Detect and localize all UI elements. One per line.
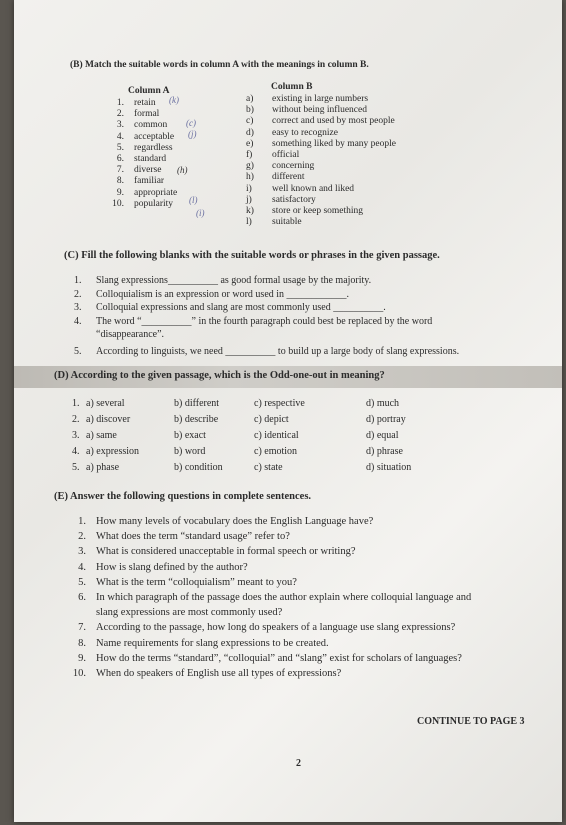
item-word: acceptable [134,131,175,142]
item-number: 2. [74,288,82,300]
item-text: How do the terms “standard”, “colloquial” and “slang” exist for scholars of languages? [96,652,462,664]
item-meaning: suitable [272,217,302,228]
column-b-item [246,184,396,195]
item-number: 8. [78,637,86,649]
item-number: 6. [116,154,124,165]
item-text: Colloquialism is an expression or word used in ____________. [96,288,350,300]
column-a-title: Column A [128,86,170,96]
question-item [68,560,471,575]
option-b: b) different [174,398,220,409]
item-meaning: concerning [272,161,315,172]
column-a-item [98,176,177,187]
item-number: 1. [78,516,86,527]
item-number: 4. [72,446,80,457]
column-b-item [246,128,396,139]
option-d: d) situation [366,462,412,473]
option-b: b) exact [174,430,206,441]
item-number: 6. [78,592,86,604]
item-meaning: correct and used by most people [272,116,395,127]
item-meaning: well known and liked [272,183,355,194]
section-e-list [68,514,471,681]
item-number: 5. [74,345,82,357]
option-a: a) expression [86,446,140,457]
item-word: formal [134,109,160,120]
item-letter: e) [246,138,254,149]
item-number: 3. [116,120,124,131]
column-b-item [246,172,396,183]
item-number: 2. [72,414,80,425]
item-word: familiar [134,176,165,187]
item-meaning: easy to recognize [272,127,338,138]
column-a-item [98,143,177,154]
item-text: According to linguists, we need __________ to build up a large body of slang expressions. [96,345,460,357]
section-c-list [74,274,459,358]
item-number: 4. [74,315,82,327]
column-b-item [246,206,396,217]
item-letter: j) [246,194,252,205]
item-letter: g) [246,161,254,172]
exam-page [14,0,562,822]
item-letter: h) [246,172,254,183]
item-meaning: without being influenced [272,105,367,116]
item-letter: c) [246,116,254,127]
odd-one-out-row [72,412,411,428]
column-b-item [246,195,396,206]
item-letter: a) [246,94,254,104]
section-b-heading: (B) Match the suitable words in column A with the meanings in column B. [70,60,369,70]
item-number: 10. [112,198,124,209]
question-item [68,666,471,681]
item-text: When do speakers of English use all types of expressions? [96,668,342,680]
column-b-item [246,217,396,228]
item-word: standard [134,154,167,165]
item-number: 1. [72,398,80,409]
item-number: 4. [116,131,124,142]
item-number: 1. [74,275,82,286]
odd-one-out-row [72,460,411,476]
column-a-item [98,132,177,143]
option-c: c) emotion [254,446,298,457]
item-number: 5. [72,462,80,473]
column-a-item [98,120,177,131]
item-number: 9. [78,652,86,664]
column-a-item [98,165,177,176]
item-text: What does the term “standard usage” refer to? [96,531,290,543]
item-meaning: existing in large numbers [272,94,369,104]
item-text: The word “__________” in the fourth paragraph could best be replaced by the word [96,315,433,327]
item-meaning: official [272,150,300,161]
item-word: popularity [134,198,174,209]
question-item [68,636,471,651]
question-item [68,529,471,544]
section-d-heading: (D) According to the given passage, which is the Odd-one-out in meaning? [54,370,385,381]
page-number: 2 [296,758,301,769]
handwritten-answer: (j) [188,129,197,139]
item-letter: d) [246,127,254,138]
question-item [68,514,471,529]
option-a: a) discover [86,414,131,425]
item-text: How many levels of vocabulary does the English Language have? [96,516,374,527]
item-number: 7. [78,622,86,634]
item-number: 2. [116,109,124,120]
question-item [68,575,471,590]
column-b-item [246,161,396,172]
item-letter: k) [246,206,254,217]
item-letter: i) [246,183,252,194]
fill-blank-item [74,274,459,288]
item-meaning: something liked by many people [272,138,397,149]
odd-one-out-row [72,396,411,412]
fill-blank-item [74,315,459,329]
odd-one-out-row [72,444,411,460]
column-a-item [98,199,177,210]
column-b-item [246,139,396,150]
handwritten-answer: (l) [189,195,198,205]
question-item [68,620,471,635]
item-text: Slang expressions__________ as good formal usage by the majority. [96,275,372,286]
column-a-item [98,98,177,109]
option-c: c) identical [254,430,299,441]
question-item [68,651,471,666]
fill-blank-item [74,288,459,302]
handwritten-answer: (k) [169,95,179,105]
fill-blank-item [74,328,459,342]
item-word: common [134,120,168,131]
column-a-item [98,188,177,199]
column-b-item [246,105,396,116]
item-number: 3. [74,302,82,313]
item-number: 5. [78,576,86,588]
item-number [74,328,90,342]
section-e-heading: (E) Answer the following questions in complete sentences. [54,491,312,502]
column-a-item [98,109,177,120]
column-b-list [246,94,396,228]
item-meaning: store or keep something [272,206,364,217]
option-d: d) equal [366,430,399,441]
option-a: a) same [86,430,117,441]
item-number: 8. [116,176,124,187]
question-item [68,590,471,605]
handwritten-answer: (i) [196,208,205,218]
section-d-table [72,396,411,476]
option-c: c) state [254,462,283,473]
section-c-heading: (C) Fill the following blanks with the suitable words or phrases in the given passage. [64,250,440,261]
item-word: retain [134,98,156,108]
option-c: c) depict [254,414,289,425]
column-a-list [98,98,177,210]
column-b-item [246,116,396,127]
item-word: appropriate [134,187,178,198]
column-b-title: Column B [271,82,313,92]
option-a: a) phase [86,462,120,473]
handwritten-answer: (h) [177,165,188,175]
fill-blank-item [74,345,459,359]
option-d: d) portray [366,414,406,425]
column-b-item [246,150,396,161]
item-letter: b) [246,105,254,116]
item-text: What is considered unacceptable in formal speech or writing? [96,546,356,558]
continue-note: CONTINUE TO PAGE 3 [417,716,525,727]
item-word: regardless [134,142,173,153]
item-number: 3. [72,430,80,441]
column-a-item [98,154,177,165]
option-b: b) describe [174,414,219,425]
item-text: “disappearance”. [96,329,165,340]
item-text: According to the passage, how long do speakers of a language use slang expressions? [96,622,456,634]
item-text: Name requirements for slang expressions to be created. [96,637,329,649]
item-number: 10. [72,668,86,680]
option-b: b) condition [174,462,223,473]
item-number: 1. [116,98,124,108]
column-b-item [246,94,396,105]
item-text: What is the term “colloquialism” meant to you? [96,576,297,588]
question-item [68,544,471,559]
item-number: 5. [116,142,124,153]
item-meaning: satisfactory [272,194,316,205]
handwritten-answer: (c) [186,118,196,128]
option-d: d) phrase [366,446,403,457]
item-word: diverse [134,165,162,176]
item-meaning: different [272,172,305,183]
question-item [68,605,471,620]
item-number: 7. [116,165,124,176]
item-number [68,605,86,620]
item-number: 9. [116,187,124,198]
item-number: 2. [78,531,86,543]
item-number: 3. [78,546,86,558]
option-b: b) word [174,446,206,457]
option-d: d) much [366,398,400,409]
fill-blank-item [74,301,459,315]
item-letter: l) [246,217,252,228]
item-number: 4. [78,561,86,573]
item-text: In which paragraph of the passage does the author explain where colloquial language and [96,592,472,604]
item-text: slang expressions are most commonly used? [96,607,283,619]
odd-one-out-row [72,428,411,444]
option-c: c) respective [254,398,305,409]
item-text: Colloquial expressions and slang are most commonly used __________. [96,302,386,313]
item-text: How is slang defined by the author? [96,561,248,573]
item-letter: f) [246,150,253,161]
option-a: a) several [86,398,125,409]
